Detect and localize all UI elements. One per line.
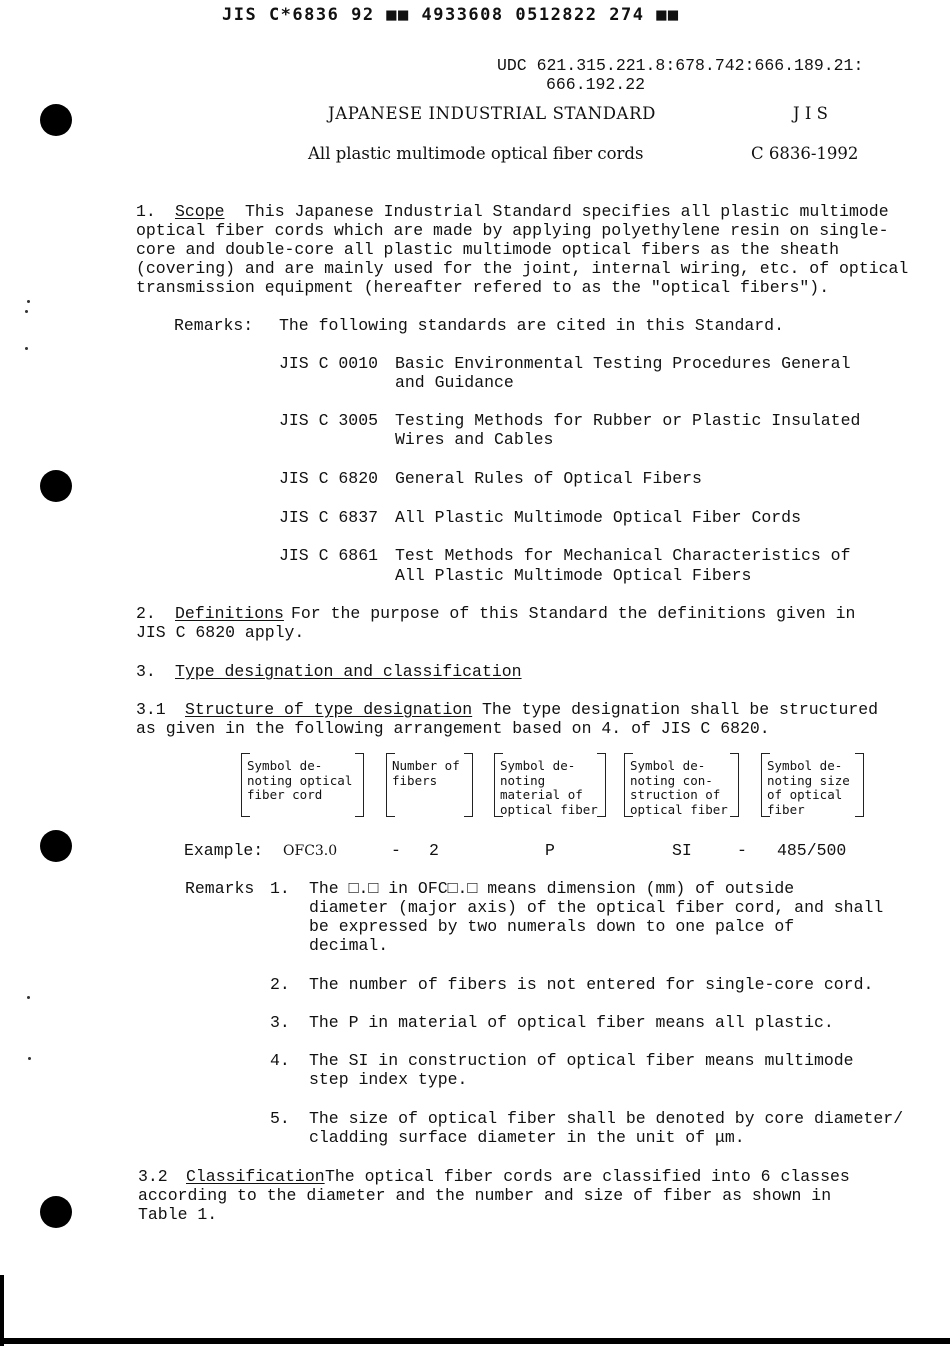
binder-hole <box>40 1196 72 1228</box>
example-construction: SI <box>672 841 692 860</box>
designation-box-label: Number of fibers <box>392 758 460 788</box>
section31-heading: Structure of type designation <box>185 700 473 719</box>
cited-standard-title: General Rules of Optical Fibers <box>395 469 702 488</box>
remark-line: The □.□ in OFC□.□ means dimension (mm) of outside <box>309 879 795 898</box>
scan-speck <box>28 1057 31 1060</box>
section32-line: according to the diameter and the number and size of fiber as shown in <box>138 1186 832 1205</box>
remark-line: diameter (major axis) of the optical fiber cord, and shall <box>309 898 884 917</box>
remarks-intro-text: The following standards are cited in this Standard. <box>279 316 784 335</box>
cited-standard-code: JIS C 6861 <box>279 546 379 565</box>
section32-heading: Classification <box>186 1167 325 1186</box>
remark-number: 2. <box>270 975 290 994</box>
scan-speck <box>25 310 28 313</box>
example-dash: - <box>391 841 401 860</box>
remark-line: cladding surface diameter in the unit of μm. <box>309 1128 745 1147</box>
scan-speck <box>27 300 30 303</box>
section31-line: The type designation shall be structured <box>482 700 879 719</box>
remark-line: The P in material of optical fiber means all plastic. <box>309 1013 834 1032</box>
remark-line: step index type. <box>309 1070 468 1089</box>
section31-line: as given in the following arrangement based on 4. of JIS C 6820. <box>136 719 770 738</box>
remark-line: The number of fibers is not entered for single-core cord. <box>309 975 874 994</box>
scope-line: optical fiber cords which are made by applying polyethylene resin on single- <box>136 221 889 240</box>
designation-box <box>241 753 364 817</box>
binder-hole <box>40 104 72 136</box>
cited-standard-title: Wires and Cables <box>395 430 554 449</box>
scope-line: core and double-core all plastic multimode optical fibers as the sheath <box>136 240 840 259</box>
standard-number: C 6836-1992 <box>751 144 859 163</box>
designation-box-label: Symbol de- noting con- struction of optical fiber <box>630 758 728 817</box>
section32-line: Table 1. <box>138 1205 218 1224</box>
remark-line: decimal. <box>309 936 389 955</box>
example-ofc: OFC3.0 <box>283 843 338 859</box>
header-code: JIS C*6836 92 ■■ 4933608 0512822 274 ■■ <box>222 5 680 25</box>
example-material: P <box>545 841 555 860</box>
section32-line: The optical fiber cords are classified into 6 classes <box>325 1167 850 1186</box>
example-size: 485/500 <box>777 841 847 860</box>
remark-number: 3. <box>270 1013 290 1032</box>
cited-standard-title: Test Methods for Mechanical Characteristics of <box>395 546 851 565</box>
remark-line: The SI in construction of optical fiber means multimode <box>309 1051 854 1070</box>
cited-standard-code: JIS C 6837 <box>279 508 379 527</box>
designation-box-label: Symbol de- noting size of optical fiber <box>767 758 850 817</box>
remark-number: 1. <box>270 879 290 898</box>
cited-standard-code: JIS C 3005 <box>279 411 379 430</box>
binder-hole <box>40 830 72 862</box>
scan-edge-left <box>0 1275 4 1346</box>
remark-line: The size of optical fiber shall be denoted by core diameter/ <box>309 1109 904 1128</box>
standard-name: JAPANESE INDUSTRIAL STANDARD <box>328 104 656 123</box>
designation-box <box>494 753 606 817</box>
section3-number: 3. <box>136 662 156 681</box>
cited-standard-code: JIS C 6820 <box>279 469 379 488</box>
scan-speck <box>25 347 28 350</box>
udc-line-1: UDC 621.315.221.8:678.742:666.189.21: <box>497 56 864 75</box>
designation-box <box>624 753 739 817</box>
document-title: All plastic multimode optical fiber cords <box>308 144 644 163</box>
section3-heading: Type designation and classification <box>175 662 522 681</box>
definitions-number: 2. <box>136 604 156 623</box>
binder-hole <box>40 470 72 502</box>
definitions-line: For the purpose of this Standard the definitions given in <box>291 604 856 623</box>
cited-standard-title: Testing Methods for Rubber or Plastic Insulated <box>395 411 861 430</box>
remark-number: 5. <box>270 1109 290 1128</box>
remark-line: be expressed by two numerals down to one palce of <box>309 917 795 936</box>
scope-number: 1. <box>136 202 156 221</box>
definitions-line: JIS C 6820 apply. <box>136 623 305 642</box>
scan-edge-bottom <box>0 1338 950 1344</box>
section31-number: 3.1 <box>136 700 166 719</box>
scope-line: (covering) and are mainly used for the joint, internal wiring, etc. of optical <box>136 259 909 278</box>
section32-number: 3.2 <box>138 1167 168 1186</box>
example-fibers: 2 <box>429 841 439 860</box>
designation-box <box>761 753 864 817</box>
cited-standard-code: JIS C 0010 <box>279 354 379 373</box>
cited-standard-title: and Guidance <box>395 373 514 392</box>
definitions-heading: Definitions <box>175 604 284 623</box>
remark-number: 4. <box>270 1051 290 1070</box>
designation-box-label: Symbol de- noting material of optical fiber <box>500 758 598 817</box>
scope-heading: Scope <box>175 202 225 221</box>
remarks-list-label: Remarks <box>185 879 255 898</box>
example-dash: - <box>737 841 747 860</box>
scan-speck <box>27 996 30 999</box>
cited-standard-title: Basic Environmental Testing Procedures General <box>395 354 851 373</box>
cited-standard-title: All Plastic Multimode Optical Fibers <box>395 566 752 585</box>
designation-box <box>386 753 473 817</box>
example-label: Example: <box>184 841 264 860</box>
udc-line-2: 666.192.22 <box>546 75 646 94</box>
scope-line: This Japanese Industrial Standard specifies all plastic multimode <box>245 202 889 221</box>
remarks-label: Remarks: <box>174 316 254 335</box>
scope-line: transmission equipment (hereafter refered to as the "optical fibers"). <box>136 278 830 297</box>
cited-standard-title: All Plastic Multimode Optical Fiber Cords <box>395 508 801 527</box>
jis-mark: J I S <box>793 104 828 123</box>
designation-box-label: Symbol de- noting optical fiber cord <box>247 758 353 802</box>
